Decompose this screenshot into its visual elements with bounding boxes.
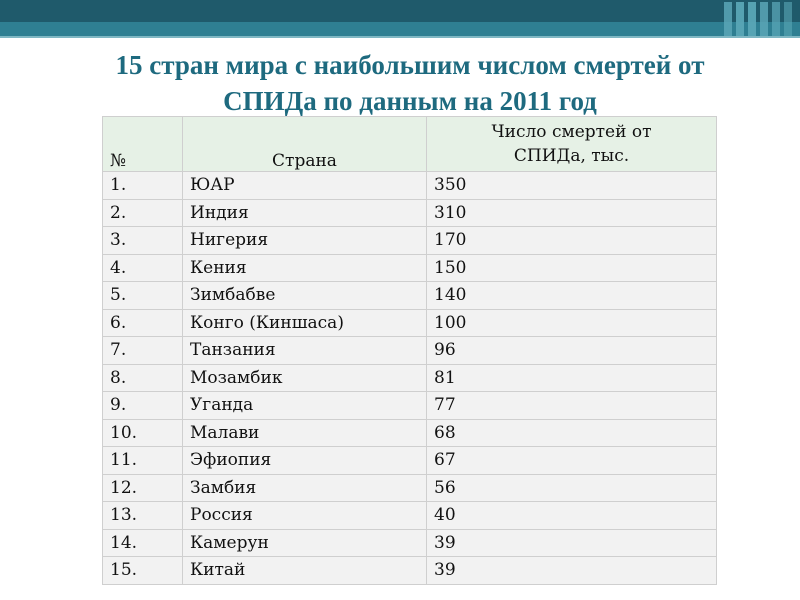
row-country: Малави xyxy=(183,419,427,447)
slide-header-line xyxy=(0,36,800,38)
header-deaths-line-1: Число смертей от xyxy=(491,122,652,142)
row-number: 12. xyxy=(103,474,183,502)
header-deaths xyxy=(427,117,717,172)
table-row xyxy=(103,364,717,392)
table-row xyxy=(103,392,717,420)
decorative-bar xyxy=(760,2,768,36)
row-number: 4. xyxy=(103,254,183,282)
table-row xyxy=(103,474,717,502)
row-country: Камерун xyxy=(183,529,427,557)
table-row xyxy=(103,447,717,475)
row-number: 14. xyxy=(103,529,183,557)
row-country: Танзания xyxy=(183,337,427,365)
slide-header-stripe xyxy=(0,22,800,36)
row-country: Зимбабве xyxy=(183,282,427,310)
decorative-bar xyxy=(748,2,756,36)
row-deaths: 39 xyxy=(427,557,717,585)
row-country: Нигерия xyxy=(183,227,427,255)
table-row xyxy=(103,282,717,310)
row-deaths: 170 xyxy=(427,227,717,255)
row-country: Уганда xyxy=(183,392,427,420)
row-number: 1. xyxy=(103,172,183,200)
row-deaths: 350 xyxy=(427,172,717,200)
row-number: 5. xyxy=(103,282,183,310)
row-deaths: 67 xyxy=(427,447,717,475)
row-number: 9. xyxy=(103,392,183,420)
table-row xyxy=(103,227,717,255)
row-number: 8. xyxy=(103,364,183,392)
row-country: Кения xyxy=(183,254,427,282)
aids-deaths-table xyxy=(102,116,717,585)
row-number: 13. xyxy=(103,502,183,530)
decorative-bars xyxy=(724,2,794,36)
header-deaths-line-2: СПИДа, тыс. xyxy=(513,146,630,166)
row-number: 2. xyxy=(103,199,183,227)
row-deaths: 56 xyxy=(427,474,717,502)
row-country: Мозамбик xyxy=(183,364,427,392)
row-deaths: 96 xyxy=(427,337,717,365)
table-header-row xyxy=(103,117,717,172)
decorative-bar xyxy=(736,2,744,36)
table-row xyxy=(103,172,717,200)
slide-title xyxy=(40,47,780,119)
row-country: Китай xyxy=(183,557,427,585)
table-row xyxy=(103,502,717,530)
row-deaths: 140 xyxy=(427,282,717,310)
row-number: 3. xyxy=(103,227,183,255)
row-deaths: 77 xyxy=(427,392,717,420)
header-country: Страна xyxy=(183,117,427,172)
row-country: Эфиопия xyxy=(183,447,427,475)
row-number: 11. xyxy=(103,447,183,475)
row-country: Россия xyxy=(183,502,427,530)
table-row xyxy=(103,254,717,282)
decorative-bar xyxy=(784,2,792,36)
row-country: Конго (Киншаса) xyxy=(183,309,427,337)
row-deaths: 39 xyxy=(427,529,717,557)
table-row xyxy=(103,557,717,585)
decorative-bar xyxy=(772,2,780,36)
row-deaths: 150 xyxy=(427,254,717,282)
table-row xyxy=(103,529,717,557)
row-deaths: 100 xyxy=(427,309,717,337)
row-country: ЮАР xyxy=(183,172,427,200)
row-number: 10. xyxy=(103,419,183,447)
row-number: 7. xyxy=(103,337,183,365)
row-deaths: 40 xyxy=(427,502,717,530)
table-row xyxy=(103,419,717,447)
row-country: Замбия xyxy=(183,474,427,502)
title-line-2: СПИДа по данным на 2011 год xyxy=(223,86,597,116)
header-number: № xyxy=(103,117,183,172)
table-row xyxy=(103,337,717,365)
row-country: Индия xyxy=(183,199,427,227)
row-deaths: 81 xyxy=(427,364,717,392)
slide-header-band xyxy=(0,0,800,22)
row-deaths: 310 xyxy=(427,199,717,227)
decorative-bar xyxy=(724,2,732,36)
table-row xyxy=(103,199,717,227)
table-row xyxy=(103,309,717,337)
row-number: 15. xyxy=(103,557,183,585)
row-number: 6. xyxy=(103,309,183,337)
title-line-1: 15 стран мира с наибольшим числом смертей от xyxy=(115,50,705,80)
row-deaths: 68 xyxy=(427,419,717,447)
